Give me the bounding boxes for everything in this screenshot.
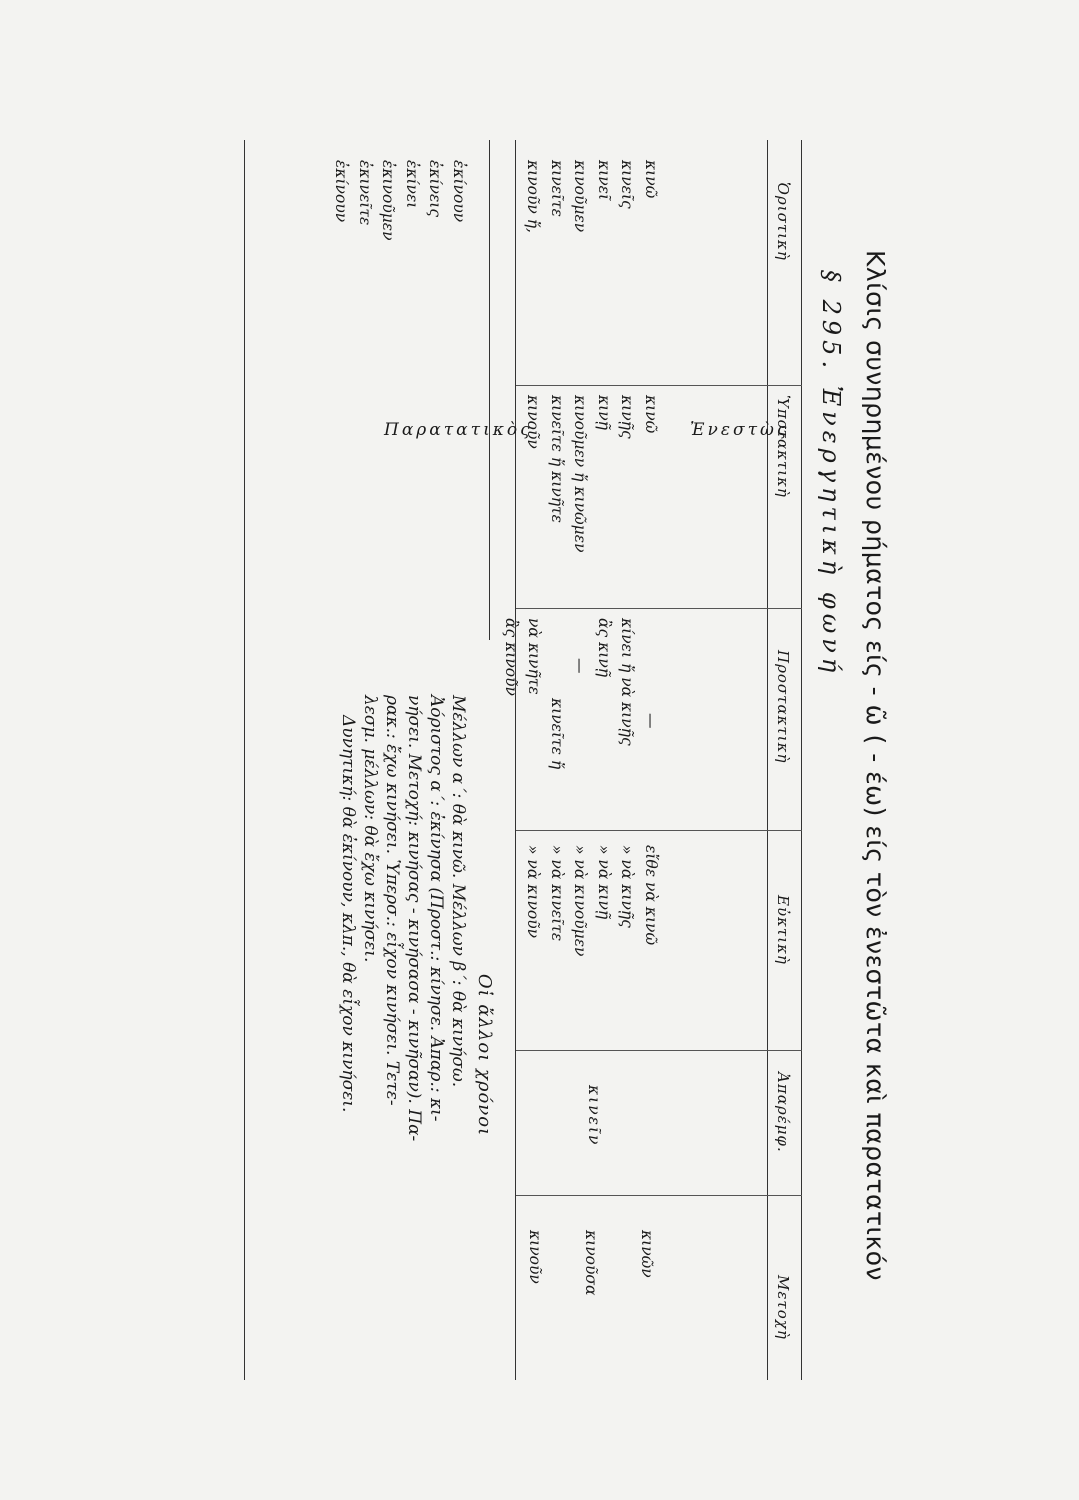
other-tenses: [337, 695, 495, 1415]
other-tenses-line: ρακ.: ἔχω κινήσει. Ὑπερσ.: εἶχον κινήσει. Τετε-: [382, 695, 402, 1106]
table-row-rule-2: [489, 140, 490, 640]
form: —: [571, 658, 590, 674]
section-subtitle: § 295. Ἐνεργητικὴ φωνή: [817, 270, 845, 678]
form: κινεῖτε: [548, 160, 566, 217]
form: ἂς κινοῦν: [502, 618, 520, 696]
header-aparemfato: Ἀπαρέμφ.: [774, 1072, 792, 1153]
enestos-aparemfato: κινεῖν: [585, 1085, 603, 1147]
other-tenses-line: λεσμ. μέλλων: θὰ ἔχω κινήσει.: [360, 695, 380, 963]
form: κινοῦμεν: [571, 160, 590, 233]
enestos-oristiki: [521, 160, 662, 233]
col-divider: [516, 385, 802, 386]
other-tenses-line: Ἀόριστος α΄: ἐκίνησα (Προστ.: κίνησε. Ἀπαρ.: κι-: [426, 695, 446, 1122]
form: κινοῦν: [524, 395, 543, 449]
form: ἐκίνεις: [426, 160, 445, 218]
form: ἂς κινῇ: [595, 618, 613, 678]
col-divider: [516, 1050, 802, 1051]
form: » νὰ κινῇ: [595, 845, 613, 920]
header-metochi: Μετοχὴ: [774, 1275, 792, 1340]
enestos-metochi: [527, 1230, 663, 1295]
form: —: [642, 713, 660, 729]
table-header-rule: [767, 140, 768, 1380]
col-divider: [516, 608, 802, 609]
form: κινοῦν: [526, 1230, 544, 1284]
col-divider: [516, 830, 802, 831]
paratatikos-oristiki: [329, 160, 470, 241]
header-oristiki: Ὁριστικὴ: [774, 182, 792, 261]
form: νὰ κινῆτε: [525, 618, 543, 695]
enestos-ypotaktiki: [521, 395, 662, 553]
form: ἐκινεῖτε: [356, 160, 374, 226]
form: » νὰ κινοῦν: [524, 845, 543, 939]
table-bottom-rule: [244, 140, 245, 1380]
row-label-enestos: Ἐνεστὼς: [690, 420, 790, 440]
form: ἐκίνουν: [450, 160, 468, 223]
form: εἴθε νὰ κινῶ: [642, 845, 660, 946]
page-title: Κλίσις συνηρημένου ρήματος είς - ῶ ( - έω) είς τὸν ἐνεστῶτα καὶ παρατατικόν: [861, 250, 890, 1282]
form: κίνει ἤ νὰ κινῇς: [618, 618, 637, 746]
other-tenses-line: Δυνητική: θὰ ἐκίνουν, κλπ., θὰ εἶχον κινήσει.: [338, 715, 358, 1113]
header-ypotaktiki: Ὑποτακτικὴ: [774, 395, 792, 498]
form: ἐκίνουν: [332, 160, 351, 223]
form: κινῶ: [642, 160, 660, 199]
form: κινεῖ: [595, 160, 613, 201]
table-top-rule: [801, 140, 802, 1380]
other-tenses-line: νήσει. Μετοχή: κινήσας - κινήσασα - κινῆσαν). Πα-: [404, 695, 424, 1142]
header-prostaktiki: Προστακτικὴ: [774, 650, 792, 764]
enestos-prostaktiki: [502, 618, 663, 770]
row-label-paratatikos: Παρατατικὸς: [384, 420, 533, 440]
col-divider: [516, 1195, 802, 1196]
form: κινεῖτε ἤ: [548, 698, 566, 770]
form: κινῶ: [642, 395, 660, 434]
form: κινῇς: [618, 395, 637, 439]
other-tenses-line: Μέλλων α΄: θὰ κινῶ. Μέλλων β΄: θὰ κινήσω.: [448, 695, 468, 1088]
form: κινῇ: [595, 395, 613, 430]
form: ἐκινοῦμεν: [379, 160, 398, 241]
form: κινῶν: [638, 1230, 656, 1278]
form: » νὰ κινοῦμεν: [571, 845, 590, 957]
form: » νὰ κινῇς: [618, 845, 637, 928]
form: κινεῖτε ἤ κινῆτε: [548, 395, 566, 523]
form: κινοῦν ἤ,: [524, 160, 543, 233]
form: » νὰ κινεῖτε: [548, 845, 566, 942]
enestos-efktiki: [521, 845, 662, 956]
form: κινοῦμεν ἤ κινῶμεν: [571, 395, 590, 553]
form: κινεῖς: [618, 160, 637, 209]
form: ἐκίνει: [403, 160, 421, 209]
table-row-rule: [515, 140, 516, 1380]
other-tenses-heading: Οἱ ἄλλοι χρόνοι: [474, 973, 495, 1137]
header-efktiki: Εὐκτικὴ: [774, 895, 792, 965]
form: κινοῦσα: [582, 1230, 600, 1296]
